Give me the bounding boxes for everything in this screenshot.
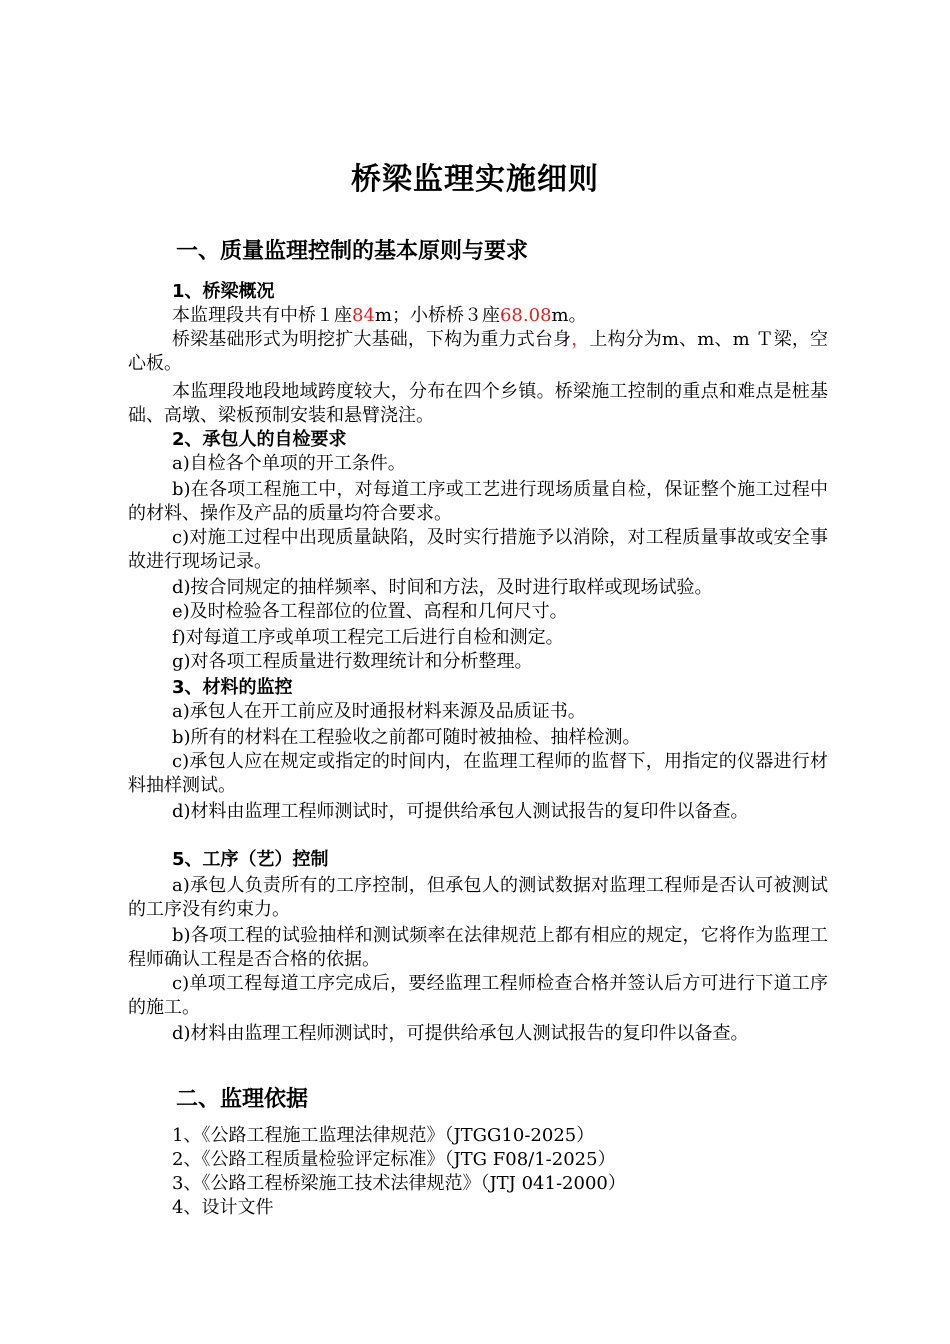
self-check-item-c: c)对施工过程中出现质量缺陷，及时实行措施予以消除，对工程质量事故或安全事故进行现场记录。	[128, 527, 828, 572]
material-item-d: d)材料由监理工程师测试时，可提供给承包人测试报告的复印件以备查。	[172, 801, 749, 822]
process-item-d: d)材料由监理工程师测试时，可提供给承包人测试报告的复印件以备查。	[172, 1023, 749, 1044]
material-item-b: b)所有的材料在工程验收之前都可随时被抽检、抽样检测。	[172, 727, 641, 748]
bridge-count-text-c: m；小桥桥３座	[374, 305, 500, 326]
small-bridge-length: 68.08	[499, 305, 552, 326]
process-item-b: b)各项工程的试验抽样和测试频率在法律规范上都有相应的规定，它将作为监理工程师确认工程是否合格的依据。	[128, 925, 828, 970]
subsection-2-heading: 2、承包人的自检要求	[172, 429, 347, 450]
basis-item-4: 4、设计文件	[172, 1197, 274, 1218]
section-1-heading: 一、质量监理控制的基本原则与要求	[176, 239, 529, 264]
medium-bridge-length: 84	[352, 305, 375, 326]
process-item-a: a)承包人负责所有的工序控制，但承包人的测试数据对监理工程师是否认可被测试的工序没有约束力。	[128, 875, 828, 920]
basis-item-3: 3、《公路工程桥梁施工技术法律规范》（JTJ 041-2000）	[172, 1173, 626, 1194]
self-check-item-d: d)按合同规定的抽样频率、时间和方法，及时进行取样或现场试验。	[172, 577, 713, 598]
foundation-text-a: 桥梁基础形式为明挖扩大基础，下构为重力式台身	[172, 329, 572, 350]
foundation-red-comma: ，	[571, 329, 590, 350]
process-item-c: c)单项工程每道工序完成后，要经监理工程师检查合格并签认后方可进行下道工序的施工。	[128, 973, 828, 1018]
document-title: 桥梁监理实施细则	[351, 162, 599, 197]
self-check-item-a: a)自检各个单项的开工条件。	[172, 453, 406, 474]
self-check-item-b: b)在各项工程施工中，对每道工序或工艺进行现场质量自检，保证整个施工过程中的材料、操作及产品的质量均符合要求。	[128, 479, 828, 524]
self-check-item-e: e)及时检验各工程部位的位置、高程和几何尺寸。	[172, 601, 568, 622]
subsection-5-heading: 5、工序（艺）控制	[172, 849, 329, 870]
self-check-item-g: g)对各项工程质量进行数理统计和分析整理。	[172, 651, 533, 672]
subsection-3-heading: 3、材料的监控	[172, 677, 293, 698]
subsection-1-heading: 1、桥梁概况	[172, 281, 275, 302]
foundation-paragraph	[128, 328, 828, 376]
foundation-text-c: 上构分为m、m、m Ｔ梁，空心板。	[128, 329, 829, 374]
basis-item-1: 1、《公路工程施工监理法律规范》（JTGG10-2025）	[172, 1125, 595, 1146]
bridge-count-text-e: m。	[551, 305, 587, 326]
basis-item-2: 2、《公路工程质量检验评定标准》（JTG F08/1-2025）	[172, 1149, 616, 1170]
bridge-count-text-a: 本监理段共有中桥１座	[172, 305, 352, 326]
region-paragraph: 本监理段地段地域跨度较大，分布在四个乡镇。桥梁施工控制的重点和难点是桩基础、高墩、梁板预制安装和悬臂浇注。	[128, 381, 828, 426]
material-item-c: c)承包人应在规定或指定的时间内，在监理工程师的监督下，用指定的仪器进行材料抽样测试。	[128, 751, 828, 796]
self-check-item-f: f)对每道工序或单项工程完工后进行自检和测定。	[172, 627, 564, 648]
bridge-count-paragraph	[128, 304, 828, 328]
section-2-heading: 二、监理依据	[176, 1087, 309, 1112]
material-item-a: a)承包人在开工前应及时通报材料来源及品质证书。	[172, 701, 586, 722]
